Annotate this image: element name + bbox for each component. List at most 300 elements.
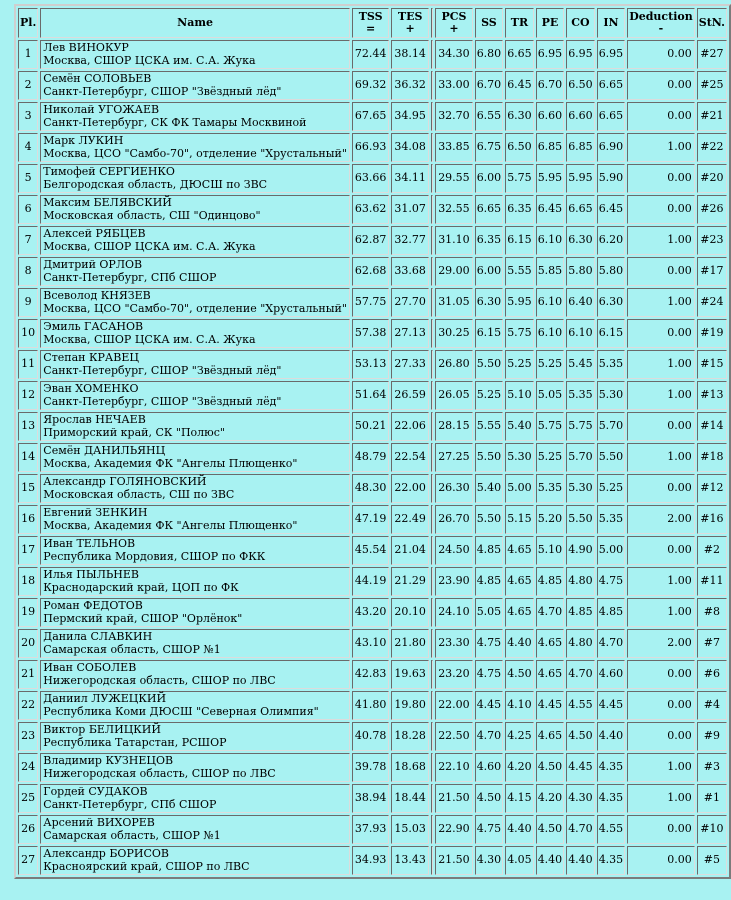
spacer-cell	[431, 319, 433, 348]
skater-name: Марк ЛУКИН	[43, 134, 124, 147]
in-cell: 4.40	[597, 722, 626, 751]
co-cell: 6.60	[566, 102, 595, 131]
tss-cell: 47.19	[352, 505, 390, 534]
pe-cell: 6.95	[536, 40, 565, 69]
skater-name: Роман ФЕДОТОВ	[43, 599, 143, 612]
table-row	[18, 846, 727, 875]
deduction-cell: 0.00	[627, 536, 695, 565]
co-cell: 4.85	[566, 598, 595, 627]
tr-cell: 5.55	[505, 257, 534, 286]
co-cell: 6.65	[566, 195, 595, 224]
deduction-cell: 0.00	[627, 40, 695, 69]
table-row	[18, 598, 727, 627]
co-cell: 5.70	[566, 443, 595, 472]
ss-cell: 4.50	[475, 784, 504, 813]
table-row	[18, 660, 727, 689]
tss-cell: 43.10	[352, 629, 390, 658]
pcs-cell: 29.00	[435, 257, 473, 286]
header-deduction	[627, 8, 695, 38]
ss-cell: 6.55	[475, 102, 504, 131]
skater-club: Самарская область, СШОР №1	[43, 642, 221, 656]
table-row	[18, 691, 727, 720]
skater-name: Семён ДАНИЛЬЯНЦ	[43, 444, 166, 457]
header-co: CO	[566, 8, 595, 38]
table-row	[18, 381, 727, 410]
skater-club: Московская область, СШ "Одинцово"	[43, 208, 261, 222]
tr-cell: 4.65	[505, 598, 534, 627]
tss-cell: 48.30	[352, 474, 390, 503]
table-row	[18, 102, 727, 131]
tes-cell: 34.11	[391, 164, 429, 193]
pe-cell: 6.70	[536, 71, 565, 100]
ss-cell: 4.30	[475, 846, 504, 875]
co-cell: 5.50	[566, 505, 595, 534]
tr-cell: 5.75	[505, 319, 534, 348]
skater-club: Москва, Академия ФК "Ангелы Плющенко"	[43, 518, 298, 532]
ss-cell: 4.75	[475, 815, 504, 844]
tss-cell: 41.80	[352, 691, 390, 720]
pe-cell: 6.10	[536, 226, 565, 255]
co-cell: 5.80	[566, 257, 595, 286]
in-cell: 6.65	[597, 71, 626, 100]
skater-club: Республика Мордовия, СШОР по ФКК	[43, 549, 266, 563]
pcs-cell: 23.30	[435, 629, 473, 658]
table-row	[18, 288, 727, 317]
start-number-cell: #25	[697, 71, 727, 100]
deduction-cell: 0.00	[627, 474, 695, 503]
pcs-cell: 33.85	[435, 133, 473, 162]
in-cell: 6.65	[597, 102, 626, 131]
pcs-cell: 32.55	[435, 195, 473, 224]
tes-cell: 19.80	[391, 691, 429, 720]
pcs-cell: 31.05	[435, 288, 473, 317]
header-start-number: StN.	[697, 8, 727, 38]
tes-cell: 38.14	[391, 40, 429, 69]
ss-cell: 5.50	[475, 443, 504, 472]
deduction-cell: 1.00	[627, 753, 695, 782]
deduction-cell: 0.00	[627, 412, 695, 441]
tes-cell: 22.49	[391, 505, 429, 534]
co-cell: 5.75	[566, 412, 595, 441]
pcs-cell: 21.50	[435, 784, 473, 813]
tes-cell: 22.06	[391, 412, 429, 441]
spacer-cell	[431, 71, 433, 100]
start-number-cell: #1	[697, 784, 727, 813]
place-cell: 12	[18, 381, 38, 410]
spacer-cell	[431, 474, 433, 503]
skater-cell	[40, 598, 350, 627]
tss-cell: 44.19	[352, 567, 390, 596]
co-cell: 4.70	[566, 660, 595, 689]
tes-cell: 27.70	[391, 288, 429, 317]
tr-cell: 5.95	[505, 288, 534, 317]
pcs-cell: 28.15	[435, 412, 473, 441]
deduction-cell: 0.00	[627, 164, 695, 193]
in-cell: 5.30	[597, 381, 626, 410]
header-pcs-label: PCS	[441, 9, 467, 23]
place-cell: 7	[18, 226, 38, 255]
header-deduction-label: Deduction	[629, 9, 693, 23]
place-cell: 25	[18, 784, 38, 813]
co-cell: 4.80	[566, 629, 595, 658]
skater-cell	[40, 164, 350, 193]
pe-cell: 5.25	[536, 443, 565, 472]
skater-club: Московская область, СШ по ЗВС	[43, 487, 235, 501]
start-number-cell: #22	[697, 133, 727, 162]
ss-cell: 4.75	[475, 629, 504, 658]
in-cell: 5.80	[597, 257, 626, 286]
co-cell: 5.30	[566, 474, 595, 503]
skater-club: Краснодарский край, ЦОП по ФК	[43, 580, 239, 594]
start-number-cell: #2	[697, 536, 727, 565]
tes-cell: 34.95	[391, 102, 429, 131]
pcs-cell: 22.50	[435, 722, 473, 751]
pcs-cell: 32.70	[435, 102, 473, 131]
start-number-cell: #26	[697, 195, 727, 224]
skater-club: Самарская область, СШОР №1	[43, 828, 221, 842]
tss-cell: 39.78	[352, 753, 390, 782]
spacer-cell	[431, 753, 433, 782]
skater-name: Дмитрий ОРЛОВ	[43, 258, 143, 271]
pcs-cell: 29.55	[435, 164, 473, 193]
place-cell: 14	[18, 443, 38, 472]
table-row	[18, 753, 727, 782]
spacer-cell	[431, 784, 433, 813]
place-cell: 3	[18, 102, 38, 131]
tes-cell: 22.54	[391, 443, 429, 472]
co-cell: 4.55	[566, 691, 595, 720]
header-tes-sign: +	[405, 22, 415, 35]
tr-cell: 5.30	[505, 443, 534, 472]
tes-cell: 31.07	[391, 195, 429, 224]
header-tes	[391, 8, 429, 38]
ss-cell: 5.50	[475, 350, 504, 379]
skater-cell	[40, 815, 350, 844]
skater-name: Илья ПЫЛЬНЕВ	[43, 568, 139, 581]
tr-cell: 5.40	[505, 412, 534, 441]
co-cell: 6.40	[566, 288, 595, 317]
tr-cell: 4.15	[505, 784, 534, 813]
pcs-cell: 26.30	[435, 474, 473, 503]
place-cell: 6	[18, 195, 38, 224]
place-cell: 10	[18, 319, 38, 348]
skater-cell	[40, 660, 350, 689]
skater-cell	[40, 257, 350, 286]
header-pe: PE	[536, 8, 565, 38]
skater-name: Владимир КУЗНЕЦОВ	[43, 754, 174, 767]
spacer-cell	[431, 381, 433, 410]
skater-cell	[40, 133, 350, 162]
tss-cell: 42.83	[352, 660, 390, 689]
header-spacer	[431, 8, 433, 38]
spacer-cell	[431, 257, 433, 286]
table-row	[18, 226, 727, 255]
deduction-cell: 0.00	[627, 660, 695, 689]
ss-cell: 4.45	[475, 691, 504, 720]
pcs-cell: 22.00	[435, 691, 473, 720]
skater-name: Александр ГОЛЯНОВСКИЙ	[43, 475, 207, 488]
tes-cell: 19.63	[391, 660, 429, 689]
skater-club: Москва, СШОР ЦСКА им. С.А. Жука	[43, 53, 256, 67]
start-number-cell: #5	[697, 846, 727, 875]
place-cell: 17	[18, 536, 38, 565]
in-cell: 4.75	[597, 567, 626, 596]
co-cell: 6.50	[566, 71, 595, 100]
tes-cell: 21.29	[391, 567, 429, 596]
skater-name: Эмиль ГАСАНОВ	[43, 320, 144, 333]
deduction-cell: 0.00	[627, 691, 695, 720]
pcs-cell: 22.10	[435, 753, 473, 782]
place-cell: 20	[18, 629, 38, 658]
skater-club: Санкт-Петербург, СШОР "Звёздный лёд"	[43, 394, 282, 408]
co-cell: 4.45	[566, 753, 595, 782]
ss-cell: 5.50	[475, 505, 504, 534]
start-number-cell: #14	[697, 412, 727, 441]
ss-cell: 5.55	[475, 412, 504, 441]
tr-cell: 6.45	[505, 71, 534, 100]
header-tss-sign: =	[366, 22, 376, 35]
tss-cell: 40.78	[352, 722, 390, 751]
start-number-cell: #24	[697, 288, 727, 317]
skater-club: Нижегородская область, СШОР по ЛВС	[43, 766, 276, 780]
skater-club: Москва, ЦСО "Самбо-70", отделение "Хрустальный"	[43, 146, 347, 160]
skater-cell	[40, 71, 350, 100]
pe-cell: 5.75	[536, 412, 565, 441]
pe-cell: 4.65	[536, 629, 565, 658]
start-number-cell: #12	[697, 474, 727, 503]
tes-cell: 36.32	[391, 71, 429, 100]
start-number-cell: #8	[697, 598, 727, 627]
deduction-cell: 0.00	[627, 71, 695, 100]
tss-cell: 62.87	[352, 226, 390, 255]
tss-cell: 57.75	[352, 288, 390, 317]
tr-cell: 4.40	[505, 815, 534, 844]
skater-cell	[40, 536, 350, 565]
co-cell: 6.30	[566, 226, 595, 255]
co-cell: 4.40	[566, 846, 595, 875]
skater-name: Александр БОРИСОВ	[43, 847, 169, 860]
co-cell: 4.90	[566, 536, 595, 565]
place-cell: 27	[18, 846, 38, 875]
table-row	[18, 164, 727, 193]
deduction-cell: 1.00	[627, 381, 695, 410]
start-number-cell: #23	[697, 226, 727, 255]
tr-cell: 5.00	[505, 474, 534, 503]
spacer-cell	[431, 288, 433, 317]
place-cell: 23	[18, 722, 38, 751]
tr-cell: 5.25	[505, 350, 534, 379]
skater-name: Степан КРАВЕЦ	[43, 351, 139, 364]
co-cell: 6.95	[566, 40, 595, 69]
place-cell: 13	[18, 412, 38, 441]
co-cell: 6.10	[566, 319, 595, 348]
pcs-cell: 26.80	[435, 350, 473, 379]
skater-club: Пермский край, СШОР "Орлёнок"	[43, 611, 243, 625]
in-cell: 5.90	[597, 164, 626, 193]
header-pcs	[435, 8, 473, 38]
tss-cell: 38.94	[352, 784, 390, 813]
skater-club: Москва, Академия ФК "Ангелы Плющенко"	[43, 456, 298, 470]
tr-cell: 5.75	[505, 164, 534, 193]
pcs-cell: 21.50	[435, 846, 473, 875]
tss-cell: 62.68	[352, 257, 390, 286]
header-tss	[352, 8, 390, 38]
deduction-cell: 0.00	[627, 846, 695, 875]
in-cell: 5.70	[597, 412, 626, 441]
skater-name: Данила СЛАВКИН	[43, 630, 153, 643]
spacer-cell	[431, 536, 433, 565]
in-cell: 5.35	[597, 350, 626, 379]
spacer-cell	[431, 40, 433, 69]
start-number-cell: #4	[697, 691, 727, 720]
ss-cell: 5.05	[475, 598, 504, 627]
pe-cell: 4.20	[536, 784, 565, 813]
skater-club: Санкт-Петербург, СПб СШОР	[43, 270, 217, 284]
pe-cell: 6.10	[536, 288, 565, 317]
start-number-cell: #18	[697, 443, 727, 472]
tr-cell: 4.65	[505, 567, 534, 596]
tss-cell: 43.20	[352, 598, 390, 627]
table-row	[18, 319, 727, 348]
place-cell: 1	[18, 40, 38, 69]
skater-cell	[40, 474, 350, 503]
start-number-cell: #17	[697, 257, 727, 286]
header-deduction-sign: -	[658, 22, 664, 35]
ss-cell: 6.15	[475, 319, 504, 348]
tss-cell: 63.66	[352, 164, 390, 193]
in-cell: 6.90	[597, 133, 626, 162]
tr-cell: 4.65	[505, 536, 534, 565]
ss-cell: 6.65	[475, 195, 504, 224]
start-number-cell: #16	[697, 505, 727, 534]
in-cell: 4.85	[597, 598, 626, 627]
skater-name: Эван ХОМЕНКО	[43, 382, 139, 395]
tss-cell: 57.38	[352, 319, 390, 348]
spacer-cell	[431, 164, 433, 193]
co-cell: 6.85	[566, 133, 595, 162]
pcs-cell: 24.50	[435, 536, 473, 565]
spacer-cell	[431, 691, 433, 720]
spacer-cell	[431, 443, 433, 472]
in-cell: 5.25	[597, 474, 626, 503]
header-in: IN	[597, 8, 626, 38]
tes-cell: 27.33	[391, 350, 429, 379]
in-cell: 4.55	[597, 815, 626, 844]
table-row	[18, 412, 727, 441]
skater-name: Гордей СУДАКОВ	[43, 785, 148, 798]
tr-cell: 4.25	[505, 722, 534, 751]
skater-club: Москва, СШОР ЦСКА им. С.А. Жука	[43, 239, 256, 253]
header-tes-label: TES	[397, 9, 423, 23]
deduction-cell: 1.00	[627, 133, 695, 162]
pcs-cell: 34.30	[435, 40, 473, 69]
pcs-cell: 23.20	[435, 660, 473, 689]
skater-cell	[40, 412, 350, 441]
co-cell: 5.45	[566, 350, 595, 379]
spacer-cell	[431, 567, 433, 596]
spacer-cell	[431, 815, 433, 844]
pcs-cell: 27.25	[435, 443, 473, 472]
ss-cell: 6.30	[475, 288, 504, 317]
spacer-cell	[431, 846, 433, 875]
in-cell: 4.60	[597, 660, 626, 689]
ss-cell: 6.70	[475, 71, 504, 100]
skater-cell	[40, 195, 350, 224]
skater-club: Красноярский край, СШОР по ЛВС	[43, 859, 250, 873]
tss-cell: 50.21	[352, 412, 390, 441]
deduction-cell: 1.00	[627, 288, 695, 317]
pe-cell: 4.40	[536, 846, 565, 875]
tes-cell: 18.68	[391, 753, 429, 782]
pcs-cell: 30.25	[435, 319, 473, 348]
pe-cell: 4.70	[536, 598, 565, 627]
tss-cell: 53.13	[352, 350, 390, 379]
in-cell: 5.35	[597, 505, 626, 534]
skater-cell	[40, 350, 350, 379]
skater-name: Семён СОЛОВЬЕВ	[43, 72, 152, 85]
deduction-cell: 0.00	[627, 319, 695, 348]
start-number-cell: #11	[697, 567, 727, 596]
skater-cell	[40, 846, 350, 875]
skater-club: Санкт-Петербург, СК ФК Тамары Москвиной	[43, 115, 307, 129]
skater-name: Даниил ЛУЖЕЦКИЙ	[43, 692, 167, 705]
skater-cell	[40, 784, 350, 813]
start-number-cell: #15	[697, 350, 727, 379]
start-number-cell: #13	[697, 381, 727, 410]
co-cell: 4.80	[566, 567, 595, 596]
ss-cell: 6.80	[475, 40, 504, 69]
deduction-cell: 1.00	[627, 567, 695, 596]
table-row	[18, 784, 727, 813]
tes-cell: 18.44	[391, 784, 429, 813]
tss-cell: 67.65	[352, 102, 390, 131]
ss-cell: 6.35	[475, 226, 504, 255]
place-cell: 2	[18, 71, 38, 100]
tes-cell: 22.00	[391, 474, 429, 503]
ss-cell: 4.70	[475, 722, 504, 751]
tes-cell: 27.13	[391, 319, 429, 348]
start-number-cell: #27	[697, 40, 727, 69]
tes-cell: 32.77	[391, 226, 429, 255]
spacer-cell	[431, 722, 433, 751]
tes-cell: 21.04	[391, 536, 429, 565]
in-cell: 4.45	[597, 691, 626, 720]
start-number-cell: #10	[697, 815, 727, 844]
in-cell: 4.35	[597, 846, 626, 875]
in-cell: 6.30	[597, 288, 626, 317]
place-cell: 4	[18, 133, 38, 162]
tr-cell: 6.30	[505, 102, 534, 131]
header-tr: TR	[505, 8, 534, 38]
place-cell: 19	[18, 598, 38, 627]
tr-cell: 4.50	[505, 660, 534, 689]
spacer-cell	[431, 598, 433, 627]
deduction-cell: 1.00	[627, 443, 695, 472]
pe-cell: 6.60	[536, 102, 565, 131]
spacer-cell	[431, 660, 433, 689]
pe-cell: 4.85	[536, 567, 565, 596]
ss-cell: 6.00	[475, 164, 504, 193]
skater-cell	[40, 319, 350, 348]
co-cell: 4.50	[566, 722, 595, 751]
skater-cell	[40, 567, 350, 596]
skater-name: Алексей РЯБЦЕВ	[43, 227, 146, 240]
co-cell: 4.70	[566, 815, 595, 844]
results-body	[18, 40, 727, 875]
spacer-cell	[431, 412, 433, 441]
tes-cell: 34.08	[391, 133, 429, 162]
pe-cell: 5.25	[536, 350, 565, 379]
